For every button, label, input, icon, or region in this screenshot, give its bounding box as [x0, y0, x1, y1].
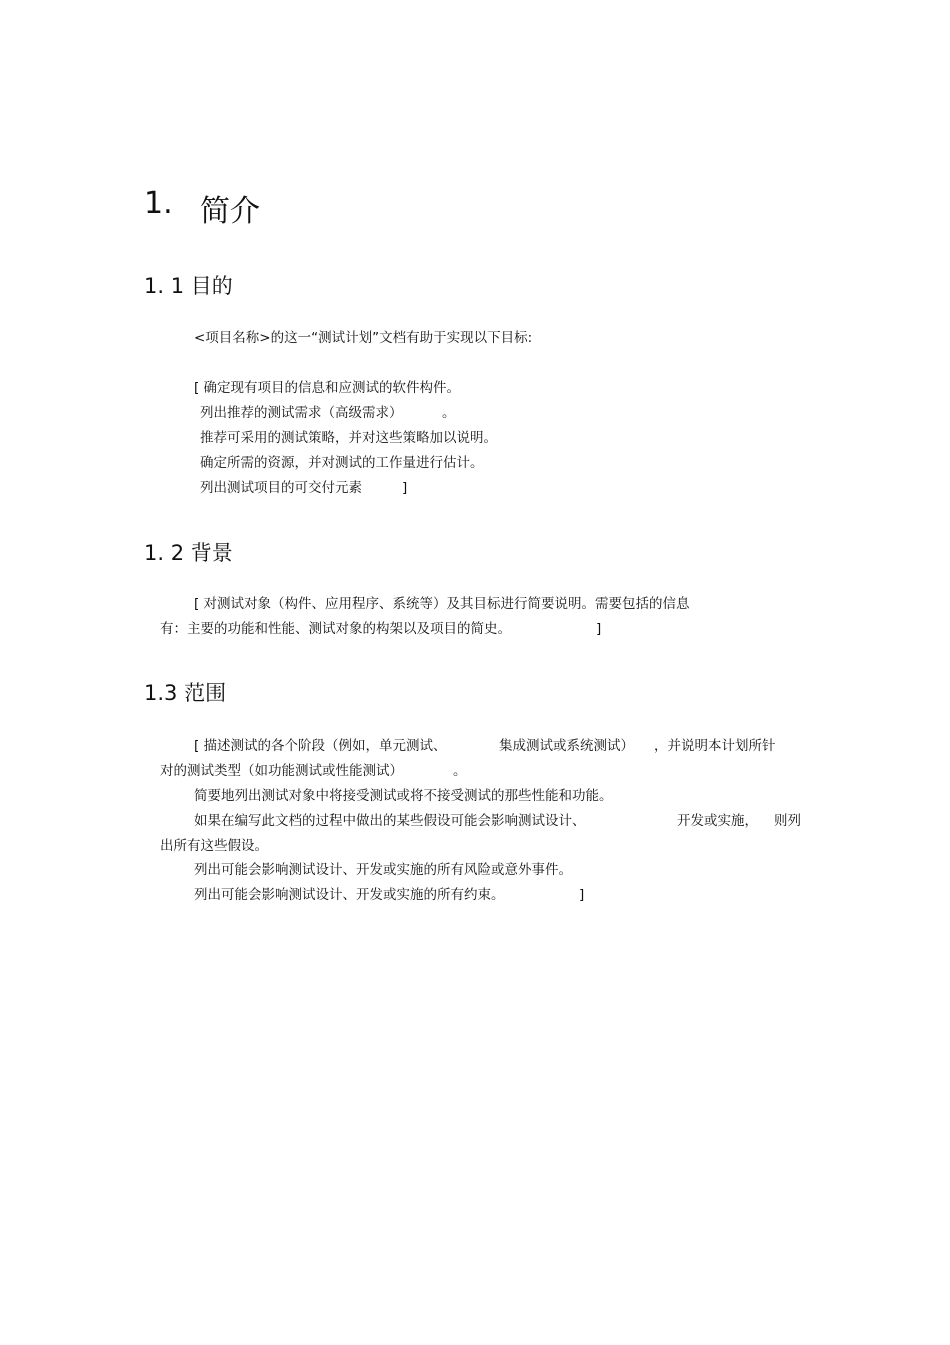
background-line-1: [ 对测试对象（构件、应用程序、系统等）及其目标进行简要说明。需要包括的信息: [194, 596, 690, 612]
section-heading-scope: 1.3 范围: [144, 681, 227, 705]
purpose-item-2: 列出推荐的测试需求（高级需求）: [200, 405, 403, 421]
section-heading-purpose: 1. 1 目的: [144, 274, 233, 298]
purpose-item-1: [ 确定现有项目的信息和应测试的软件构件。: [194, 380, 461, 396]
scope-p3-line1-b: 开发或实施，: [677, 813, 758, 829]
scope-p3-line2: 出所有这些假设。: [160, 838, 268, 854]
background-line-2: 有：主要的功能和性能、测试对象的构架以及项目的简史。: [160, 621, 511, 637]
purpose-intro: <项目名称>的这一“测试计划”文档有助于实现以下目标:: [194, 330, 533, 346]
scope-p1-line1-b: 集成测试或系统测试）: [499, 738, 634, 754]
chapter-title: 简介: [200, 194, 260, 229]
scope-p2: 简要地列出测试对象中将接受测试或将不接受测试的那些性能和功能。: [194, 788, 613, 804]
scope-p4: 列出可能会影响测试设计、开发或实施的所有风险或意外事件。: [194, 862, 572, 878]
purpose-item-3: 推荐可采用的测试策略，并对这些策略加以说明。: [200, 430, 497, 446]
scope-p3-line1-a: 如果在编写此文档的过程中做出的某些假设可能会影响测试设计、: [194, 813, 586, 829]
scope-p1-line2: 对的测试类型（如功能测试或性能测试）: [160, 763, 403, 779]
purpose-item-2-end: 。: [442, 405, 456, 421]
section-heading-background: 1. 2 背景: [144, 541, 233, 565]
scope-p5-end: ]: [579, 887, 585, 903]
purpose-item-5-end: ]: [402, 480, 408, 496]
scope-p5: 列出可能会影响测试设计、开发或实施的所有约束。: [194, 887, 505, 903]
purpose-item-5: 列出测试项目的可交付元素: [200, 480, 362, 496]
scope-p1-line2-end: 。: [453, 763, 467, 779]
scope-p1-line1-c: ，并说明本计划所针: [654, 738, 776, 754]
scope-p3-line1-c: 则列: [774, 813, 801, 829]
purpose-item-4: 确定所需的资源，并对测试的工作量进行估计。: [200, 455, 484, 471]
chapter-number: 1.: [144, 186, 173, 221]
background-line-2-end: ]: [596, 621, 602, 637]
scope-p1-line1-a: [ 描述测试的各个阶段（例如，单元测试、: [194, 738, 447, 754]
